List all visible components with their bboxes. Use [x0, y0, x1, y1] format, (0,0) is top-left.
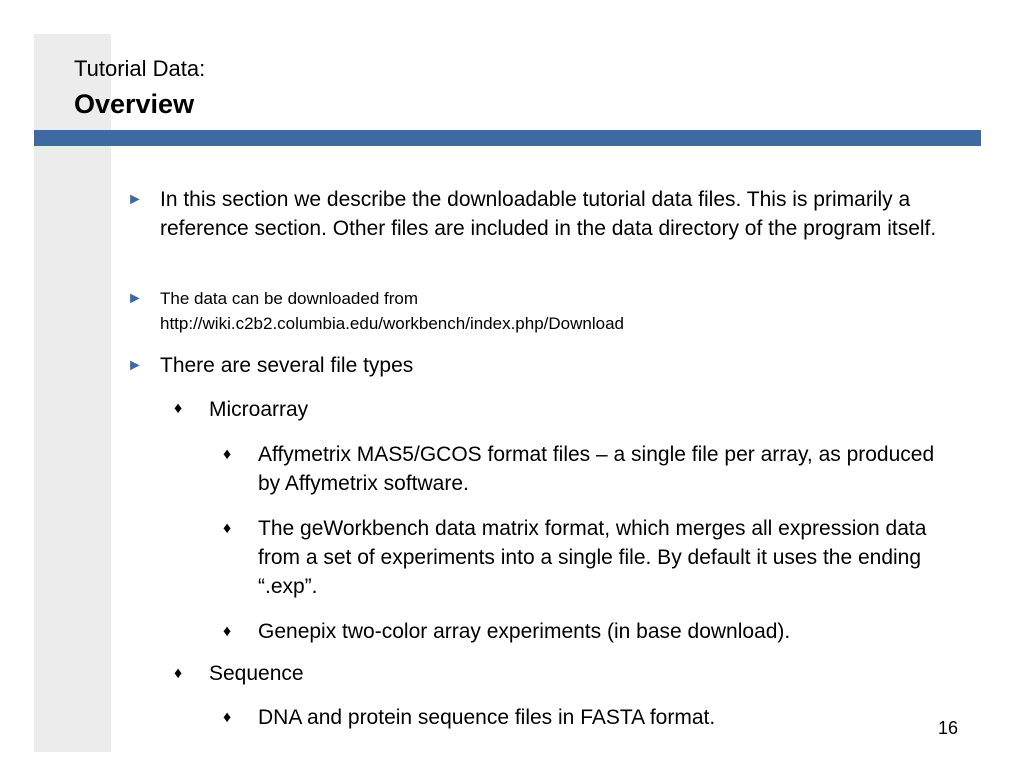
slide-title: Overview: [74, 89, 195, 119]
diamond-bullet-icon: ♦: [174, 665, 183, 682]
bullet-text: In this section we describe the downloadable tutorial data files. This is primarily a reference section. Other files are included in the data directory of the program itself.: [160, 188, 937, 240]
sub-sub-bullet-text: Affymetrix MAS5/GCOS format files – a single file per array, as produced by Affymetrix software.: [258, 443, 935, 495]
diamond-bullet-icon: ♦: [223, 709, 232, 726]
bullet-text: There are several file types: [160, 354, 414, 377]
sub-sub-bullet-text: Genepix two-color array experiments (in base download).: [258, 620, 791, 643]
sub-sub-bullet-text: The geWorkbench data matrix format, which merges all expression data from a set of experiments into a single file. By default it uses the ending “.exp”.: [258, 517, 927, 598]
arrow-bullet-icon: ►: [127, 290, 143, 307]
slide-title-prefix: Tutorial Data:: [74, 56, 206, 81]
sub-bullet-text: Sequence: [209, 662, 304, 685]
sub-sub-bullet-text: DNA and protein sequence files in FASTA format.: [258, 706, 716, 729]
bullet-text-download-link: The data can be downloaded from http://wiki.c2b2.columbia.edu/workbench/index.php/Download: [160, 289, 624, 333]
page-number: 16: [938, 718, 959, 738]
diamond-bullet-icon: ♦: [223, 446, 232, 463]
sub-bullet-text: Microarray: [209, 398, 309, 421]
diamond-bullet-icon: ♦: [223, 623, 232, 640]
diamond-bullet-icon: ♦: [223, 520, 232, 537]
arrow-bullet-icon: ►: [127, 357, 143, 374]
arrow-bullet-icon: ►: [127, 191, 143, 208]
diamond-bullet-icon: ♦: [174, 400, 183, 417]
